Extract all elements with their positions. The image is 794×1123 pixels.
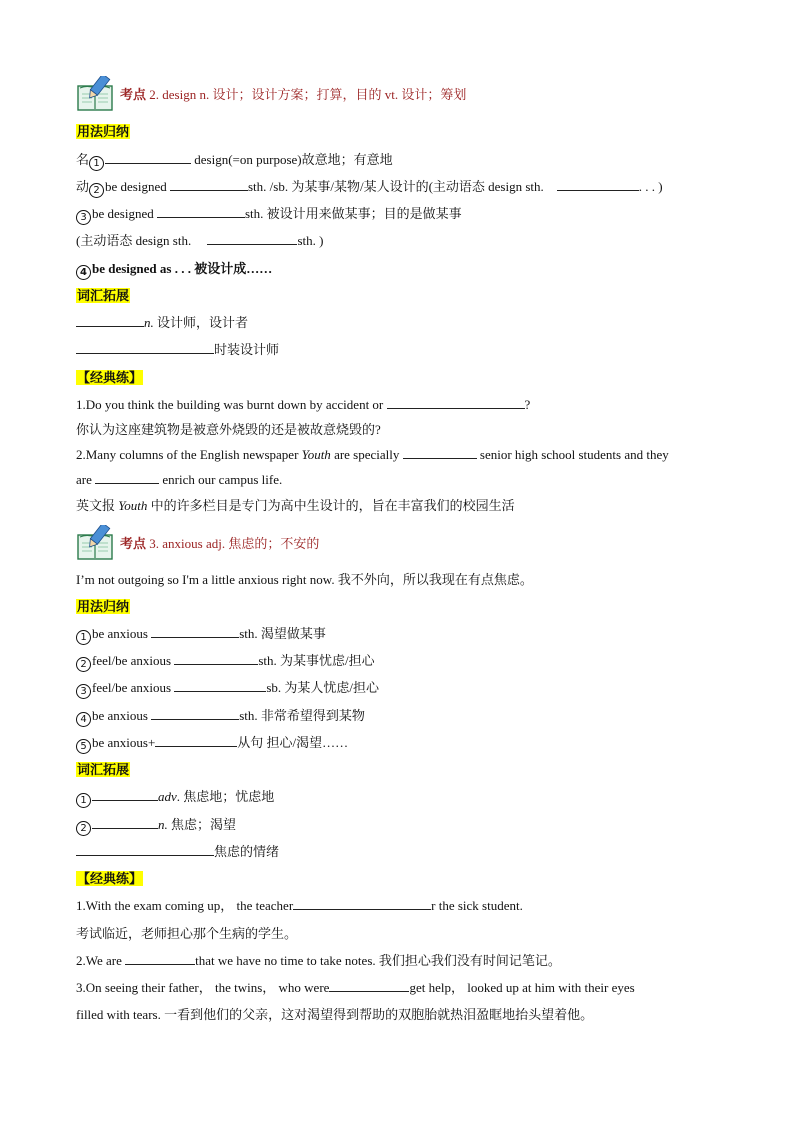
blank[interactable]	[170, 178, 248, 191]
usage-tag-line	[76, 123, 130, 141]
usage-item: 3 feel/be anxious sb. 为某人忧虑/担心	[76, 679, 379, 699]
usage-item: 动 2 be designed sth. /sb. 为某事/某物/某人设计的(主动语态 design sth. . . . )	[76, 179, 663, 196]
blank[interactable]	[76, 341, 214, 354]
book-pencil-icon	[76, 76, 116, 112]
practice-question-continued: are enrich our campus life.	[76, 472, 283, 487]
practice-tag-line	[76, 870, 143, 888]
vocab-tag-line	[76, 761, 130, 779]
blank[interactable]	[92, 788, 158, 801]
kaodian-label: 考点	[120, 87, 147, 102]
practice-question: 1.Do you think the building was burnt down by accident or ?	[76, 397, 531, 412]
blank[interactable]	[403, 446, 477, 459]
vocab-item: n. 设计师，设计者	[76, 314, 248, 332]
blank[interactable]	[92, 816, 158, 829]
blank[interactable]	[174, 652, 258, 665]
usage-item: 1 be anxious sth. 渴望做某事	[76, 625, 326, 645]
blank[interactable]	[155, 734, 237, 747]
blank[interactable]	[293, 897, 431, 910]
circled-number: 1	[76, 793, 91, 808]
section-title	[120, 533, 319, 552]
blank[interactable]	[125, 952, 195, 965]
practice-question-continued: filled with tears. 一看到他们的父亲，这对渴望得到帮助的双胞胎就热泪盈眶地抬头望着他。	[76, 1007, 594, 1022]
kaodian-label: 考点	[120, 536, 147, 551]
usage-tag: 用法归纳	[77, 124, 130, 139]
circled-number: 4	[76, 712, 91, 727]
blank[interactable]	[151, 707, 239, 720]
usage-item: 4 be anxious sth. 非常希望得到某物	[76, 707, 365, 727]
practice-translation: 英文报 Youth 中的许多栏目是专门为高中生设计的，旨在丰富我们的校园生活	[76, 498, 515, 513]
section-title-text: 3. anxious adj. 焦虑的；不安的	[149, 536, 320, 551]
circled-number: 2	[76, 657, 91, 672]
blank[interactable]	[76, 843, 214, 856]
vocab-tag: 词汇拓展	[77, 288, 130, 303]
usage-item: 4 be designed as . . . 被设计成……	[76, 260, 272, 280]
circled-number: 1	[76, 630, 91, 645]
blank[interactable]	[76, 314, 144, 327]
blank[interactable]	[151, 625, 239, 638]
blank[interactable]	[387, 396, 525, 409]
book-pencil-icon	[76, 525, 116, 561]
blank[interactable]	[557, 178, 639, 191]
vocab-item: 1 adv. 焦虑地；忧虑地	[76, 788, 274, 808]
practice-translation: 你认为这座建筑物是被意外烧毁的还是被故意烧毁的?	[76, 422, 381, 437]
circled-number: 1	[89, 156, 104, 171]
practice-question: 1.With the exam coming up， the teacher r the sick student.	[76, 898, 523, 913]
practice-translation: 考试临近，老师担心那个生病的学生。	[76, 926, 298, 941]
usage-item-continued: (主动语态 design sth. sth. )	[76, 233, 324, 248]
circled-number: 4	[76, 265, 91, 280]
vocab-tag-line	[76, 287, 130, 305]
usage-item: 5 be anxious+ 从句 担心/渴望……	[76, 734, 348, 754]
example-sentence: I’m not outgoing so I'm a little anxious right now. 我不外向，所以我现在有点焦虑。	[76, 572, 533, 587]
blank[interactable]	[157, 205, 245, 218]
practice-question: 3.On seeing their father， the twins， who were get help， looked up at him with their eyes	[76, 980, 635, 995]
blank[interactable]	[329, 979, 409, 992]
practice-tag-line	[76, 369, 143, 387]
usage-item: 2 feel/be anxious sth. 为某事忧虑/担心	[76, 652, 375, 672]
usage-tag: 用法归纳	[77, 599, 130, 614]
circled-number: 2	[76, 821, 91, 836]
vocab-item: 2 n. 焦虑；渴望	[76, 816, 236, 836]
vocab-item: 时装设计师	[76, 341, 279, 359]
section-title	[120, 84, 466, 103]
usage-tag-line	[76, 598, 130, 616]
blank[interactable]	[174, 679, 266, 692]
section-title-text: 2. design n. 设计；设计方案；打算，目的 vt. 设计；筹划	[149, 87, 467, 102]
usage-item: 3 be designed sth. 被设计用来做某事；目的是做某事	[76, 205, 462, 225]
practice-question: 2.Many columns of the English newspaper Youth are specially senior high school students and they	[76, 447, 669, 462]
usage-item: 名 1 design(=on purpose)故意地；有意地	[76, 152, 393, 169]
circled-number: 3	[76, 210, 91, 225]
practice-question: 2.We are that we have no time to take notes. 我们担心我们没有时间记笔记。	[76, 953, 561, 968]
vocab-tag: 词汇拓展	[77, 762, 130, 777]
practice-tag: 【经典练】	[77, 871, 143, 886]
blank[interactable]	[105, 151, 191, 164]
circled-number: 5	[76, 739, 91, 754]
vocab-item: 焦虑的情绪	[76, 843, 279, 861]
blank[interactable]	[207, 232, 297, 245]
blank[interactable]	[95, 471, 159, 484]
circled-number: 3	[76, 684, 91, 699]
circled-number: 2	[89, 183, 104, 198]
practice-tag: 【经典练】	[77, 370, 143, 385]
